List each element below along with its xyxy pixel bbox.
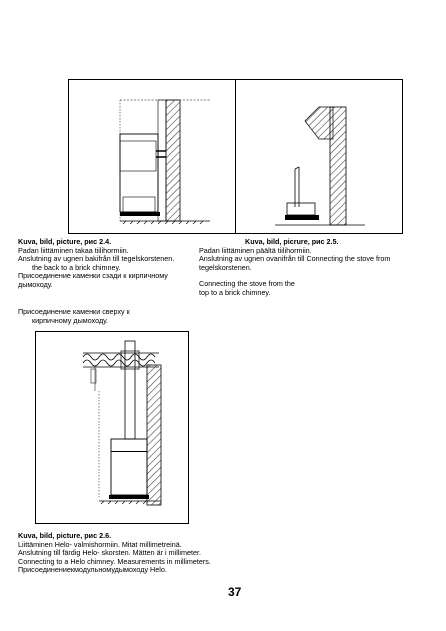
figure-2-6-title: Kuva, bild, picture, рис 2.6. xyxy=(18,531,112,540)
figure-2-4-drawing xyxy=(68,79,234,232)
caption-line: Padan liittäminen takaa tiilihormiin. xyxy=(18,245,129,255)
caption-line: кирпичному дымоходу. xyxy=(32,315,109,325)
figure-2-6-caption xyxy=(18,532,211,575)
figure-2-4-title: Kuva, bild, picture, рис 2.4. xyxy=(18,237,112,246)
figure-2-4-caption xyxy=(18,238,174,290)
figure-2-5-russian-caption xyxy=(18,308,130,325)
figure-2-5-caption xyxy=(199,238,390,298)
caption-line: Padan liittäminen päältä tiilihormiin. xyxy=(199,245,312,255)
caption-line: Anslutning till färdig Helo- skorsten. Mätten är i millimeter. xyxy=(18,548,201,558)
caption-line: Connecting the stove from the xyxy=(199,279,295,289)
figure-2-5-drawing xyxy=(235,79,401,232)
caption-line: the back to a brick chimney. xyxy=(32,262,121,272)
caption-line: Anslutning av ugnen bakifrån till tegelskorstenen. xyxy=(18,254,175,264)
figure-2-5-title: Kuva, bild, picrure, рис 2.5. xyxy=(245,237,339,246)
page-number: 37 xyxy=(228,585,242,599)
caption-line: Присоединение каменки сзади к кирпичному xyxy=(18,271,168,281)
caption-line: tegelskorstenen. xyxy=(199,262,252,272)
caption-line: Присоединение каменки сверху к xyxy=(18,307,130,316)
caption-line: Connecting to a Helo chimney. Measurements in millimeters. xyxy=(18,556,211,566)
caption-line: Anslutning av ugnen ovanifrån till Connecting the stove from xyxy=(199,254,391,264)
caption-line: Liittäminen Helo- valmishormiin. Mitat millimetreinä. xyxy=(18,539,182,549)
caption-line: top to a brick chimney. xyxy=(199,287,271,297)
caption-line: дымоходу. xyxy=(18,279,53,289)
caption-line: Присоединениекмодульномудымоходу Helo. xyxy=(18,565,167,575)
figure-2-6-drawing xyxy=(35,331,187,522)
